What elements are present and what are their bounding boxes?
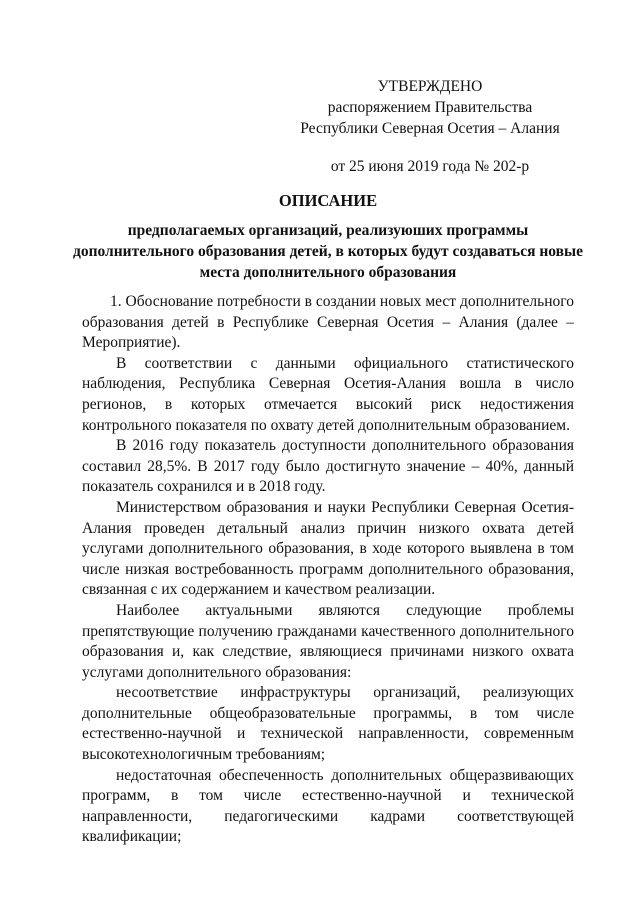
approval-heading: УТВЕРЖДЕНО: [377, 78, 483, 95]
title-main: ОПИСАНИЕ: [278, 191, 378, 210]
paragraph: Министерством образования и науки Республики Северная Осетия-Алания проведен детальный анализ причин низкого охвата детей услугами дополнительного образования, в ходе которого выявлена в том числе низкая востребованность программ дополнительного образования, связанная с их содержанием и качеством реализации.: [82, 498, 574, 599]
approval-region: Республики Северная Осетия – Алания: [300, 120, 560, 137]
approval-date: от 25 июня 2019 года № 202-р: [330, 158, 530, 175]
list-item-problem: несоответствие инфраструктуры организаций, реализующих дополнительные общеобразовательные программы, в том числе естественно-научной и технической направленности, современным высокотехнологичным требованиям;: [82, 684, 574, 764]
approval-block: [300, 76, 560, 177]
paragraph-rationale: 1. Обоснование потребности в создании новых мест дополнительного образования детей в Республике Северная Осетия – Алания (далее – Мероприятие).: [82, 293, 574, 352]
paragraph: В 2016 году показатель доступности дополнительного образования составил 28,5%. В 2017 году было достигнуто значение – 40%, данный показатель сохранился и в 2018 году.: [82, 437, 574, 496]
paragraph: В соответствии с данными официального статистического наблюдения, Республика Северная Осетия-Алания вошла в число регионов, в которых отмечается высокий риск недостижения контрольного показателя по охвату детей дополнительным образованием.: [82, 354, 574, 434]
list-item-problem: недостаточная обеспеченность дополнительных общеразвивающих программ, в том числе естественно-научной и технической направленности, педагогическими кадрами соответствующей квалификации;: [82, 766, 574, 846]
document-body: [82, 292, 574, 848]
title-subtitle: предполагаемых организаций, реализуюших программы дополнительного образования детей, в которых будут создаваться новые места дополнительного образования: [72, 222, 583, 281]
paragraph: Наиболее актуальными являются следующие проблемы препятствующие получению гражданами качественного дополнительного образования и, как следствие, являющиеся причинами низкого охвата услугами дополнительного образования:: [82, 601, 574, 681]
document-title: [70, 190, 586, 283]
approval-authority: распоряжением Правительства: [327, 99, 533, 116]
